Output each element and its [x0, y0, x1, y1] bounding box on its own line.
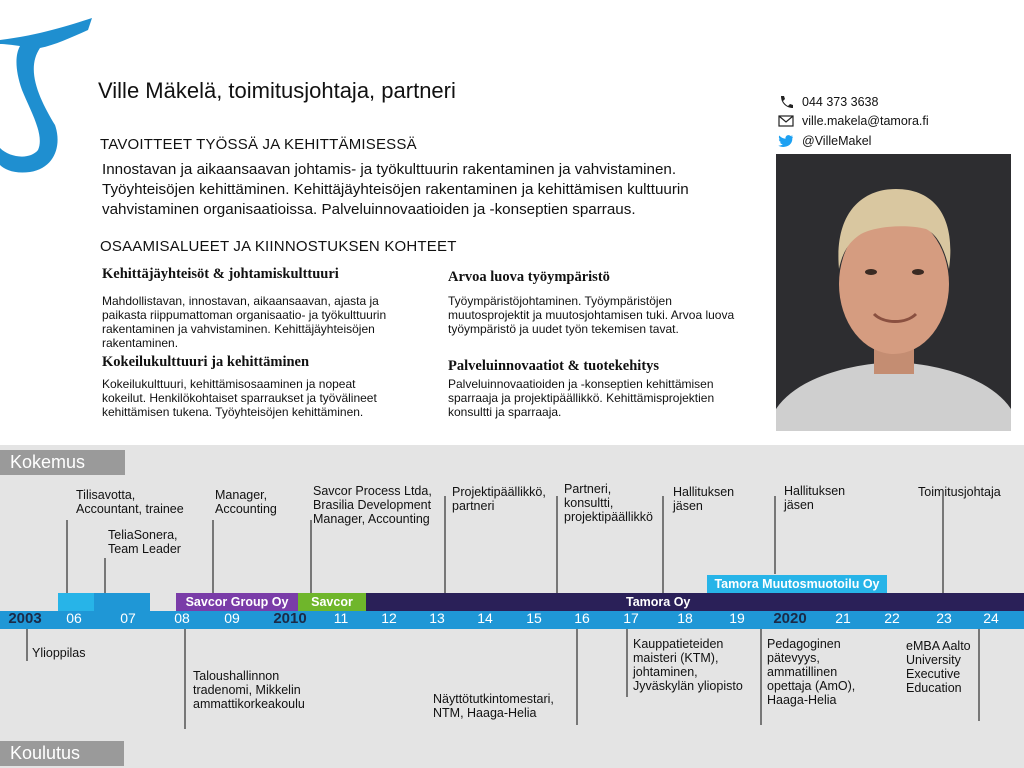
- logo-icon: [0, 0, 95, 175]
- goals-heading: TAVOITTEET TYÖSSÄ JA KEHITTÄMISESSÄ: [100, 136, 417, 153]
- year-label: 16: [574, 610, 590, 626]
- year-label: 12: [381, 610, 397, 626]
- company-bar: [94, 593, 150, 611]
- portrait-photo: [776, 154, 1011, 431]
- company-tamora-muutos: Tamora Muutosmuotoilu Oy: [707, 575, 887, 593]
- areas-heading: OSAAMISALUEET JA KIINNOSTUKSEN KOHTEET: [100, 238, 457, 255]
- experience-item: Hallituksen jäsen: [784, 484, 846, 512]
- year-label: 13: [429, 610, 445, 626]
- education-item: Näyttötutkintomestari, NTM, Haaga-Helia: [433, 692, 554, 720]
- year-label: 19: [729, 610, 745, 626]
- company-tamora-bar: [366, 593, 1024, 611]
- timeline-connector: [104, 558, 106, 594]
- contact-twitter: [778, 134, 871, 148]
- year-label: 17: [623, 610, 639, 626]
- goals-text: Innostavan ja aikaansaavan johtamis- ja työkulttuurin rakentaminen ja vahvistaminen. Työyhteisöjen kehittäminen. Kehittäjäyhteisöjen rakentaminen ja kehittämisen kulttuurin vahvistaminen organisaatioissa. Palveluinnovaatioiden ja -konseptien sparraus.: [102, 161, 689, 218]
- year-label: 21: [835, 610, 851, 626]
- year-label: 08: [174, 610, 190, 626]
- twitter-handle[interactable]: @VilleMakel: [802, 134, 872, 148]
- education-item: eMBA Aalto University Executive Education: [906, 639, 971, 695]
- experience-item: Manager, Accounting: [215, 488, 277, 516]
- timeline-connector: [26, 629, 28, 661]
- timeline-connector: [626, 629, 628, 697]
- experience-item: Partneri, konsultti, projektipäällikkö: [564, 482, 653, 524]
- timeline-connector: [212, 520, 214, 594]
- year-label: 22: [884, 610, 900, 626]
- contact-email: [778, 114, 929, 128]
- person-image: [776, 154, 1011, 431]
- experience-item: Hallituksen jäsen: [673, 485, 735, 513]
- year-label: 18: [677, 610, 693, 626]
- experience-item: Toimitusjohtaja: [918, 485, 1001, 499]
- company-savcor: Savcor: [298, 593, 366, 611]
- area-title: Palveluinnovaatiot & tuotekehitys: [448, 358, 660, 374]
- phone-number: 044 373 3638: [802, 95, 879, 109]
- twitter-icon: [778, 134, 794, 148]
- phone-icon: [778, 95, 794, 109]
- education-item: Kauppatieteiden maisteri (KTM), johtaminen, Jyväskylän yliopisto: [633, 637, 743, 693]
- contact-phone: [778, 95, 878, 109]
- timeline-connector: [576, 629, 578, 725]
- experience-item: Tilisavotta, Accountant, trainee: [76, 488, 184, 516]
- education-item: Ylioppilas: [32, 646, 86, 660]
- year-label: 09: [224, 610, 240, 626]
- year-label: 07: [120, 610, 136, 626]
- education-item: Pedagoginen pätevyys, ammatillinen opettaja (AmO), Haaga-Helia: [767, 637, 856, 707]
- timeline-connector: [942, 496, 944, 594]
- company-bar: [58, 593, 94, 611]
- email-link[interactable]: ville.makela@tamora.fi: [802, 114, 929, 128]
- education-label: Koulutus: [0, 741, 124, 766]
- experience-item: TeliaSonera, Team Leader: [108, 528, 181, 556]
- timeline-connector: [66, 520, 68, 594]
- timeline-connector: [184, 629, 186, 729]
- year-label: 23: [936, 610, 952, 626]
- year-label: 24: [983, 610, 999, 626]
- area-title: Kokeilukulttuuri ja kehittäminen: [102, 354, 310, 370]
- year-label: 15: [526, 610, 542, 626]
- education-item: Taloushallinnon tradenomi, Mikkelin ammattikorkeakoulu: [193, 669, 305, 711]
- timeline-connector: [774, 496, 776, 574]
- year-label: 2010: [273, 610, 307, 627]
- year-label: 2003: [8, 610, 42, 627]
- timeline-axis: [0, 611, 1024, 629]
- year-label: 06: [66, 610, 82, 626]
- year-label: 11: [333, 610, 349, 626]
- year-label: 2020: [773, 610, 807, 627]
- year-label: 14: [477, 610, 493, 626]
- area-text: Mahdollistavan, innostavan, aikaansaavan, ajasta ja paikasta riippumattoman organisaatio- ja työkulttuurin rakentaminen ja vahvistaminen. Kehittäjäyhteisöjen rakentaminen.: [102, 294, 387, 350]
- experience-label: Kokemus: [0, 450, 125, 475]
- area-text: Palveluinnovaatioiden ja -konseptien kehittämisen sparraaja ja projektipäällikkö. Kehittämisprojektien konsultti ja sparraaja.: [448, 377, 715, 419]
- company-tamora: Tamora Oy: [626, 595, 691, 609]
- timeline-connector: [760, 629, 762, 725]
- area-text: Työympäristöjohtaminen. Työympäristöjen muutosprojektit ja muutosjohtamisen tuki. Arvoa luova työympäristö ja uudet työn tekemisen tavat.: [448, 294, 735, 336]
- company-savcor-group: Savcor Group Oy: [176, 593, 298, 611]
- experience-item: Savcor Process Ltda, Brasilia Development Manager, Accounting: [313, 484, 432, 526]
- area-text: Kokeilukulttuuri, kehittämisosaaminen ja nopeat kokeilut. Henkilökohtaiset sparraukset ja työvälineet kehittämisen tukena. Työyhteisöjen kehittäminen.: [102, 377, 377, 419]
- mail-icon: [778, 114, 794, 128]
- page-title: Ville Mäkelä, toimitusjohtaja, partneri: [98, 78, 456, 103]
- timeline-connector: [978, 629, 980, 721]
- experience-item: Projektipäällikkö, partneri: [452, 485, 546, 513]
- area-title: Arvoa luova työympäristö: [448, 269, 610, 285]
- timeline-connector: [310, 520, 312, 594]
- area-title: Kehittäjäyhteisöt & johtamiskulttuuri: [102, 266, 339, 282]
